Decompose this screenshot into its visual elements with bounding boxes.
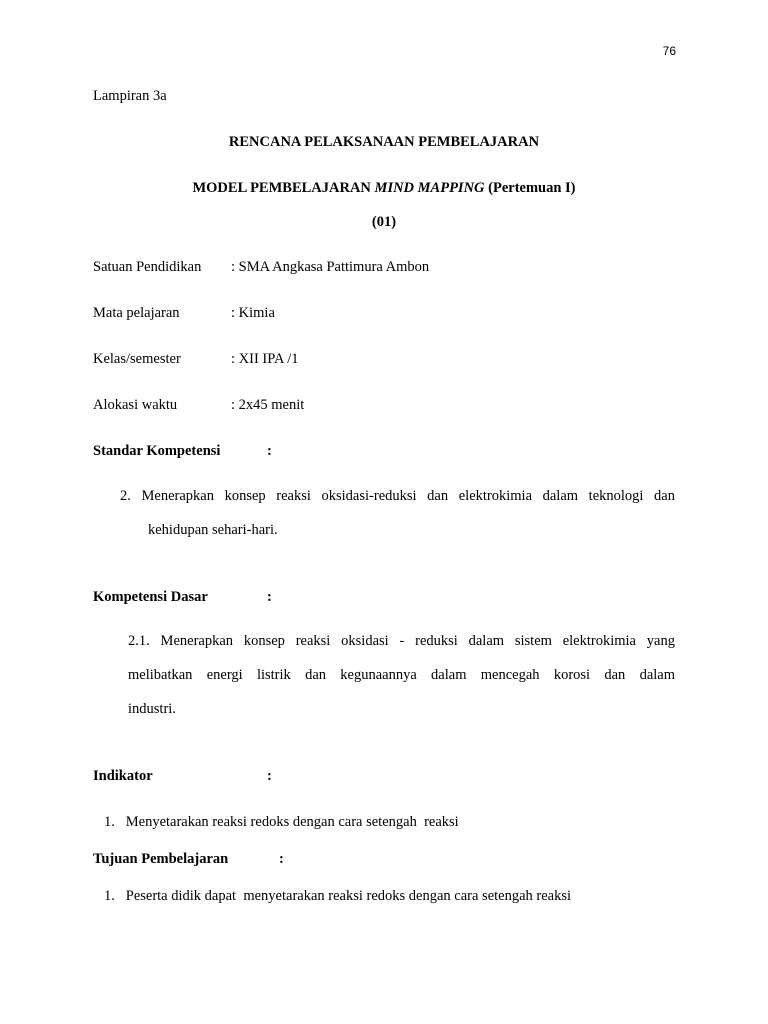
identity-label: Kelas/semester bbox=[93, 351, 181, 367]
identity-label: Alokasi waktu bbox=[93, 397, 178, 413]
subtitle-suffix: (Pertemuan I) bbox=[484, 180, 576, 196]
identity-value: : XII IPA /1 bbox=[231, 351, 299, 367]
identity-value: : 2x45 menit bbox=[231, 397, 305, 413]
standar-kompetensi-colon: : bbox=[267, 443, 272, 459]
identity-value: : Kimia bbox=[231, 305, 275, 321]
identity-value: : SMA Angkasa Pattimura Ambon bbox=[231, 259, 430, 275]
standar-kompetensi-item-line2: kehidupan sehari-hari. bbox=[148, 522, 278, 538]
identity-label: Satuan Pendidikan bbox=[93, 259, 202, 275]
standar-kompetensi-heading: Standar Kompetensi bbox=[93, 443, 221, 459]
document-title: RENCANA PELAKSANAAN PEMBELAJARAN bbox=[228, 134, 540, 150]
session-code: (01) bbox=[371, 214, 397, 230]
tujuan-item: 1. Peserta didik dapat menyetarakan reaksi redoks dengan cara setengah reaksi bbox=[104, 888, 572, 904]
appendix-label: Lampiran 3a bbox=[93, 88, 167, 104]
tujuan-colon: : bbox=[279, 851, 284, 867]
tujuan-heading: Tujuan Pembelajaran bbox=[93, 851, 229, 867]
indikator-heading: Indikator bbox=[93, 768, 153, 784]
kompetensi-dasar-line3: industri. bbox=[128, 701, 176, 717]
indikator-colon: : bbox=[267, 768, 272, 784]
standar-kompetensi-item-line1: 2. Menerapkan konsep reaksi oksidasi-reduksi dan elektrokimia dalam teknologi dan bbox=[120, 488, 675, 504]
subtitle-italic: MIND MAPPING bbox=[374, 180, 485, 196]
subtitle-prefix: MODEL PEMBELAJARAN bbox=[192, 180, 375, 196]
page-number: 76 bbox=[662, 44, 676, 58]
kompetensi-dasar-line1: 2.1. Menerapkan konsep reaksi oksidasi - reduksi dalam sistem elektrokimia yang bbox=[128, 633, 675, 649]
identity-label: Mata pelajaran bbox=[93, 305, 180, 321]
document-subtitle bbox=[0, 180, 768, 197]
kompetensi-dasar-line2: melibatkan energi listrik dan kegunaannya dalam mencegah korosi dan dalam bbox=[128, 667, 675, 683]
kompetensi-dasar-colon: : bbox=[267, 589, 272, 605]
indikator-item: 1. Menyetarakan reaksi redoks dengan cara setengah reaksi bbox=[104, 814, 459, 830]
kompetensi-dasar-heading: Kompetensi Dasar bbox=[93, 589, 208, 605]
